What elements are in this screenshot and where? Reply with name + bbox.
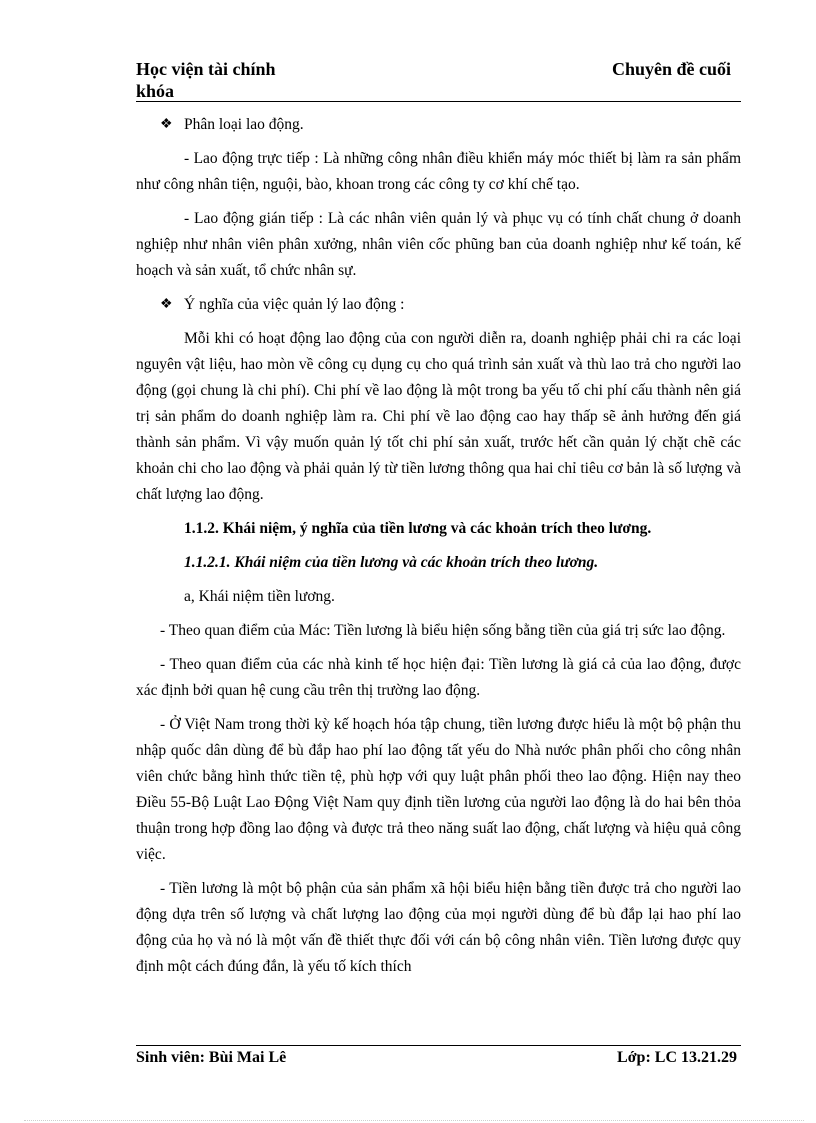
- page-edge-dotted-line: [24, 1120, 804, 1121]
- page-header: [136, 58, 741, 102]
- subheading-wage-concept: a, Khái niệm tiền lương.: [184, 588, 335, 605]
- footer-student: Sinh viên: Bùi Mai Lê: [136, 1049, 287, 1066]
- document-body: [136, 112, 741, 988]
- section-heading-1-1-2: 1.1.2. Khái niệm, ý nghĩa của tiền lương và các khoản trích theo lương.: [184, 520, 652, 537]
- paragraph-wage-definition: - Tiền lương là một bộ phận của sản phẩm xã hội biểu hiện bằng tiền được trả cho người lao động dựa trên số lượng và chất lượng lao động của mọi người dùng để bù đắp lại hao phí lao động của họ và nó là một vấn đề thiết thực đối với cán bộ công nhân viên. Tiền lương được quy định một cách đúng đắn, là yếu tố kích thích: [136, 880, 741, 975]
- header-report-title: Chuyên đề cuối: [611, 59, 731, 79]
- footer-divider: [136, 1045, 741, 1046]
- bullet-labor-management: [136, 292, 741, 318]
- paragraph-labor-cost: Mỗi khi có hoạt động lao động của con người diễn ra, doanh nghiệp phải chi ra các loại nguyên vật liệu, hao mòn về công cụ dụng cụ cho quá trình sản xuất và thù lao trả cho người lao động (gọi chung là chi phí). Chi phí về lao động là một trong ba yếu tố chi phí cấu thành nên giá trị sản phẩm do doanh nghiệp làm ra. Chi phí về lao động cao hay thấp sẽ ảnh hưởng đến giá thành sản phẩm. Vì vậy muốn quản lý tốt chi phí sản xuất, trước hết cần quản lý chặt chẽ các khoản chi cho lao động và phải quản lý từ tiền lương thông qua hai chỉ tiêu cơ bản là số lượng và chất lượng lao động.: [136, 330, 741, 503]
- header-institution-cont: khóa: [136, 81, 175, 101]
- section-heading-1-1-2-1: 1.1.2.1. Khái niệm của tiền lương và các khoản trích theo lương.: [184, 554, 599, 571]
- page-footer: [136, 1047, 741, 1071]
- paragraph-direct-labor: - Lao động trực tiếp : Là những công nhân điều khiển máy móc thiết bị làm ra sản phẩm như công nhân tiện, nguội, bào, khoan trong các công ty cơ khí chế tạo.: [136, 150, 741, 193]
- paragraph-modern-economics-view: - Theo quan điểm của các nhà kinh tế học hiện đại: Tiền lương là giá cả của lao động, được xác định bởi quan hệ cung cầu trên thị trường lao động.: [136, 656, 741, 699]
- bullet-text: Phân loại lao động.: [184, 116, 304, 133]
- header-divider: [136, 101, 741, 102]
- paragraph-vietnam-view: - Ở Việt Nam trong thời kỳ kế hoạch hóa tập chung, tiền lương được hiểu là một bộ phận thu nhập quốc dân dùng để bù đắp hao phí lao động tất yếu do Nhà nước phân phối cho công nhân viên chức bằng hình thức tiền tệ, phù hợp với quy luật phân phối theo lao động. Hiện nay theo Điều 55-Bộ Luật Lao Động Việt Nam quy định tiền lương của người lao động là do hai bên thỏa thuận trong hợp đồng lao động và được trả theo năng suất lao động, chất lượng và hiệu quả công việc.: [136, 716, 741, 863]
- footer-class: Lớp: LC 13.21.29: [617, 1049, 737, 1066]
- bullet-text: Ý nghĩa của việc quản lý lao động :: [184, 296, 405, 313]
- bullet-labor-classification: [136, 112, 741, 138]
- paragraph-marx-view: - Theo quan điểm của Mác: Tiền lương là biểu hiện sống bằng tiền của giá trị sức lao động.: [160, 622, 726, 639]
- paragraph-indirect-labor: - Lao động gián tiếp : Là các nhân viên quản lý và phục vụ có tính chất chung ở doanh nghiệp như nhân viên phân xưởng, nhân viên cốc phũng ban của doanh nghiệp như kế toán, kế hoạch và sản xuất, tổ chức nhân sự.: [136, 210, 741, 279]
- diamond-bullet-icon: ❖: [160, 117, 173, 132]
- diamond-bullet-icon: ❖: [160, 297, 173, 312]
- header-institution: Học viện tài chính: [136, 59, 276, 79]
